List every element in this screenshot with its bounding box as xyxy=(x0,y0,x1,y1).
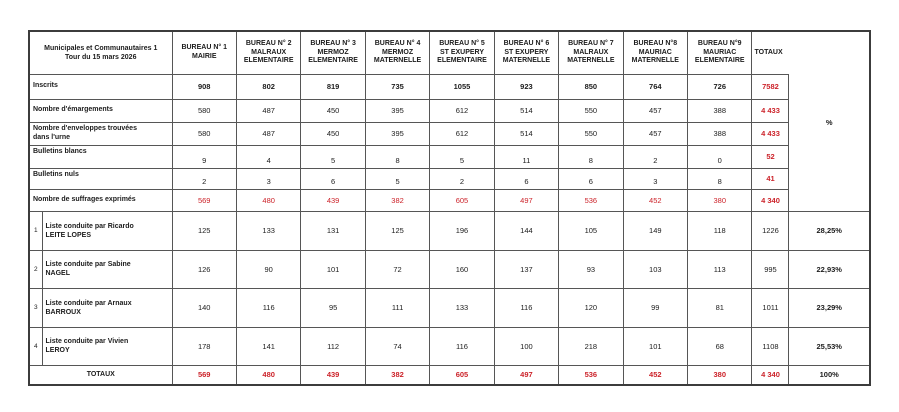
value-cell: 439 xyxy=(301,189,365,211)
row-label: Bulletins nuls xyxy=(29,168,172,189)
value-cell: 5 xyxy=(365,168,429,189)
row-liste-4 xyxy=(29,327,870,365)
row-total: 7582 xyxy=(752,74,789,99)
value-cell: 764 xyxy=(623,74,687,99)
percent-value: 25,53% xyxy=(789,327,870,365)
value-cell: 125 xyxy=(365,211,429,250)
value-cell: 103 xyxy=(623,250,687,288)
value-cell: 72 xyxy=(365,250,429,288)
value-cell: 116 xyxy=(236,288,300,327)
row-enveloppes xyxy=(29,122,870,145)
value-cell: 3 xyxy=(236,168,300,189)
value-cell: 536 xyxy=(559,365,623,385)
list-number: 2 xyxy=(29,250,42,288)
list-name: Liste conduite par Ricardo LEITE LOPES xyxy=(42,211,172,250)
row-bulletins-nuls xyxy=(29,168,870,189)
value-cell: 101 xyxy=(623,327,687,365)
row-total: 4 433 xyxy=(752,99,789,122)
value-cell: 4 xyxy=(236,145,300,168)
column-header-bureau-5: BUREAU N° 5 ST EXUPERY ELEMENTAIRE xyxy=(430,31,494,74)
value-cell: 5 xyxy=(301,145,365,168)
value-cell: 550 xyxy=(559,99,623,122)
value-cell: 569 xyxy=(172,189,236,211)
value-cell: 480 xyxy=(236,189,300,211)
value-cell: 388 xyxy=(688,99,752,122)
value-cell: 450 xyxy=(301,122,365,145)
value-cell: 126 xyxy=(172,250,236,288)
value-cell: 605 xyxy=(430,365,494,385)
value-cell: 439 xyxy=(301,365,365,385)
value-cell: 93 xyxy=(559,250,623,288)
percent-value: 23,29% xyxy=(789,288,870,327)
list-name: Liste conduite par Vivien LEROY xyxy=(42,327,172,365)
value-cell: 497 xyxy=(494,365,558,385)
row-liste-1 xyxy=(29,211,870,250)
value-cell: 8 xyxy=(688,168,752,189)
value-cell: 6 xyxy=(494,168,558,189)
table-title: Municipales et Communautaires 1 Tour du 15 mars 2026 xyxy=(29,31,172,74)
percent-value: 28,25% xyxy=(789,211,870,250)
value-cell: 118 xyxy=(688,211,752,250)
row-total: 1011 xyxy=(752,288,789,327)
column-header-totaux: TOTAUX xyxy=(752,31,870,74)
value-cell: 2 xyxy=(430,168,494,189)
row-total: 52 xyxy=(752,145,789,168)
row-liste-2 xyxy=(29,250,870,288)
percent-value: 100% xyxy=(789,365,870,385)
value-cell: 144 xyxy=(494,211,558,250)
value-cell: 196 xyxy=(430,211,494,250)
row-total: 4 340 xyxy=(752,365,789,385)
value-cell: 514 xyxy=(494,122,558,145)
value-cell: 380 xyxy=(688,365,752,385)
row-label: TOTAUX xyxy=(29,365,172,385)
value-cell: 5 xyxy=(430,145,494,168)
value-cell: 8 xyxy=(559,145,623,168)
value-cell: 140 xyxy=(172,288,236,327)
value-cell: 452 xyxy=(623,365,687,385)
value-cell: 514 xyxy=(494,99,558,122)
value-cell: 105 xyxy=(559,211,623,250)
row-label: Nombre d'émargements xyxy=(29,99,172,122)
value-cell: 133 xyxy=(236,211,300,250)
value-cell: 908 xyxy=(172,74,236,99)
row-liste-3 xyxy=(29,288,870,327)
row-label: Nombre de suffrages exprimés xyxy=(29,189,172,211)
value-cell: 116 xyxy=(494,288,558,327)
value-cell: 111 xyxy=(365,288,429,327)
row-label: Inscrits xyxy=(29,74,172,99)
value-cell: 380 xyxy=(688,189,752,211)
value-cell: 149 xyxy=(623,211,687,250)
value-cell: 74 xyxy=(365,327,429,365)
list-name: Liste conduite par Sabine NAGEL xyxy=(42,250,172,288)
row-totaux xyxy=(29,365,870,385)
column-header-bureau-9: BUREAU N°9 MAURIAC ELEMENTAIRE xyxy=(688,31,752,74)
value-cell: 726 xyxy=(688,74,752,99)
value-cell: 101 xyxy=(301,250,365,288)
column-header-bureau-6: BUREAU N° 6 ST EXUPERY MATERNELLE xyxy=(494,31,558,74)
header-row xyxy=(29,31,870,74)
row-total: 1226 xyxy=(752,211,789,250)
percent-value: 22,93% xyxy=(789,250,870,288)
results-table xyxy=(28,30,871,386)
value-cell: 457 xyxy=(623,122,687,145)
list-number: 1 xyxy=(29,211,42,250)
value-cell: 580 xyxy=(172,122,236,145)
value-cell: 457 xyxy=(623,99,687,122)
value-cell: 0 xyxy=(688,145,752,168)
value-cell: 131 xyxy=(301,211,365,250)
value-cell: 580 xyxy=(172,99,236,122)
value-cell: 116 xyxy=(430,327,494,365)
value-cell: 100 xyxy=(494,327,558,365)
list-name: Liste conduite par Arnaux BARROUX xyxy=(42,288,172,327)
value-cell: 819 xyxy=(301,74,365,99)
column-header-bureau-7: BUREAU N° 7 MALRAUX MATERNELLE xyxy=(559,31,623,74)
row-suffrages-exprimes xyxy=(29,189,870,211)
value-cell: 569 xyxy=(172,365,236,385)
value-cell: 605 xyxy=(430,189,494,211)
column-header-bureau-1: BUREAU N° 1 MAIRIE xyxy=(172,31,236,74)
value-cell: 612 xyxy=(430,122,494,145)
column-header-bureau-3: BUREAU N° 3 MERMOZ ELEMENTAIRE xyxy=(301,31,365,74)
row-label: Nombre d'enveloppes trouvées dans l'urne xyxy=(29,122,172,145)
value-cell: 112 xyxy=(301,327,365,365)
value-cell: 388 xyxy=(688,122,752,145)
row-total: 1108 xyxy=(752,327,789,365)
value-cell: 536 xyxy=(559,189,623,211)
value-cell: 6 xyxy=(559,168,623,189)
row-total: 4 433 xyxy=(752,122,789,145)
value-cell: 137 xyxy=(494,250,558,288)
value-cell: 125 xyxy=(172,211,236,250)
value-cell: 2 xyxy=(623,145,687,168)
row-total: 995 xyxy=(752,250,789,288)
value-cell: 218 xyxy=(559,327,623,365)
value-cell: 1055 xyxy=(430,74,494,99)
row-emargements xyxy=(29,99,870,122)
value-cell: 178 xyxy=(172,327,236,365)
value-cell: 9 xyxy=(172,145,236,168)
value-cell: 160 xyxy=(430,250,494,288)
value-cell: 382 xyxy=(365,189,429,211)
value-cell: 382 xyxy=(365,365,429,385)
value-cell: 395 xyxy=(365,99,429,122)
column-header-bureau-4: BUREAU N° 4 MERMOZ MATERNELLE xyxy=(365,31,429,74)
column-header-bureau-8: BUREAU N°8 MAURIAC MATERNELLE xyxy=(623,31,687,74)
value-cell: 487 xyxy=(236,122,300,145)
column-header-bureau-2: BUREAU N° 2 MALRAUX ELEMENTAIRE xyxy=(236,31,300,74)
value-cell: 497 xyxy=(494,189,558,211)
value-cell: 923 xyxy=(494,74,558,99)
value-cell: 2 xyxy=(172,168,236,189)
value-cell: 450 xyxy=(301,99,365,122)
value-cell: 11 xyxy=(494,145,558,168)
list-number: 4 xyxy=(29,327,42,365)
row-label: Bulletins blancs xyxy=(29,145,172,168)
value-cell: 850 xyxy=(559,74,623,99)
value-cell: 6 xyxy=(301,168,365,189)
row-inscrits xyxy=(29,74,870,99)
percent-column-header: % xyxy=(789,74,870,211)
value-cell: 8 xyxy=(365,145,429,168)
value-cell: 113 xyxy=(688,250,752,288)
value-cell: 81 xyxy=(688,288,752,327)
value-cell: 735 xyxy=(365,74,429,99)
value-cell: 3 xyxy=(623,168,687,189)
value-cell: 141 xyxy=(236,327,300,365)
value-cell: 802 xyxy=(236,74,300,99)
value-cell: 487 xyxy=(236,99,300,122)
value-cell: 99 xyxy=(623,288,687,327)
value-cell: 395 xyxy=(365,122,429,145)
value-cell: 95 xyxy=(301,288,365,327)
value-cell: 480 xyxy=(236,365,300,385)
row-bulletins-blancs xyxy=(29,145,870,168)
list-number: 3 xyxy=(29,288,42,327)
value-cell: 120 xyxy=(559,288,623,327)
row-total: 41 xyxy=(752,168,789,189)
value-cell: 68 xyxy=(688,327,752,365)
row-total: 4 340 xyxy=(752,189,789,211)
value-cell: 550 xyxy=(559,122,623,145)
value-cell: 612 xyxy=(430,99,494,122)
value-cell: 133 xyxy=(430,288,494,327)
value-cell: 90 xyxy=(236,250,300,288)
value-cell: 452 xyxy=(623,189,687,211)
